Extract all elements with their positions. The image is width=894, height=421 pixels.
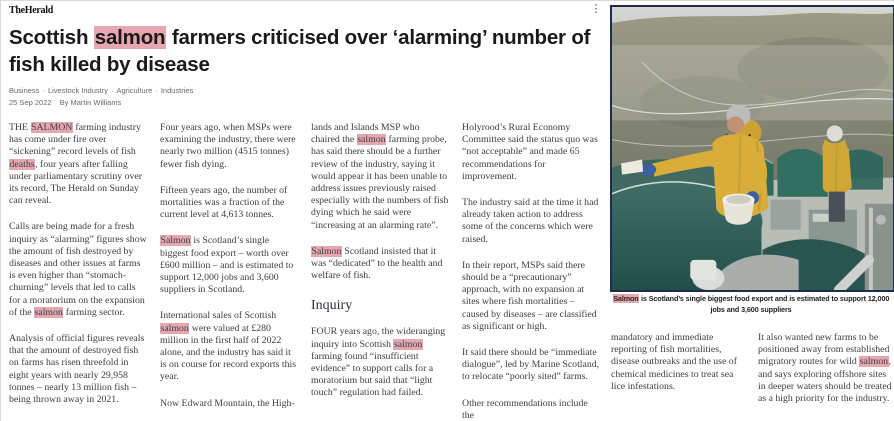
article-paragraph: [160, 310, 298, 383]
article-paragraph: [9, 333, 147, 406]
search-term-highlight: deaths: [9, 158, 35, 170]
text-segment: Holyrood’s Rural Economy Committee said the status quo was “not acceptable” and made 65 recommendations for improvement.: [462, 122, 598, 182]
text-segment: lands and Islands MSP who chaired the: [311, 122, 420, 146]
text-segment: It also wanted new farms to be positioned away from established migratory routes for wild: [758, 332, 890, 368]
text-segment: Inquiry: [311, 298, 353, 314]
breadcrumb-item[interactable]: Business: [9, 86, 40, 95]
article-body-columns: [9, 122, 601, 421]
text-segment: Scottish: [9, 26, 94, 49]
article-paragraph: [462, 197, 600, 246]
fish-box: [771, 200, 801, 230]
text-segment: is Scotland’s single biggest food export and is estimated to support 12,000 jobs and 3,600 suppliers: [639, 294, 890, 314]
search-term-highlight: Salmon: [160, 235, 191, 247]
text-segment: FOUR years ago, the wideranging inquiry into Scottish: [311, 326, 446, 350]
article-paragraph: [9, 221, 147, 319]
article-paragraph: [462, 122, 600, 183]
body-column-3: [311, 122, 449, 421]
article-paragraph: [311, 326, 449, 399]
text-segment: Four years ago, when MSPs were examining the industry, there were nearly two million (4515 tonnes) fewer fish dying.: [160, 122, 296, 170]
article-paragraph: [311, 122, 449, 232]
search-term-highlight: salmon: [393, 338, 423, 350]
article-paragraph: [160, 235, 298, 296]
article-headline: [9, 25, 605, 78]
search-term-highlight: salmon: [357, 134, 386, 146]
text-segment: Analysis of official figures reveals that the amount of destroyed fish on farms has risen threefold in eight years with nearly 29,958 tonnes – nearly 13 million fish – being thrown away in 2021.: [9, 333, 145, 406]
search-term-highlight: salmon: [859, 356, 889, 368]
breadcrumb-separator: ·: [110, 86, 114, 95]
text-segment: Now Edward Mountain, the High-: [160, 397, 295, 409]
text-segment: farmers criticised over ‘alarming’ number of fish killed by disease: [9, 26, 591, 76]
article-paragraph: [462, 347, 600, 384]
text-segment: farming sector.: [63, 306, 125, 318]
text-segment: farming found “insufficient evidence” to support calls for a moratorium but said that “light touch” regulation had failed.: [311, 350, 434, 399]
author-byline: By Martin Williams: [59, 98, 122, 107]
search-term-highlight: salmon: [160, 322, 189, 334]
article-paragraph: [611, 332, 748, 393]
kebab-menu-icon[interactable]: ⋮: [590, 3, 602, 15]
article-bottom-columns: [611, 332, 894, 419]
text-segment: were valued at £280 million in the first half of 2022 alone, and the industry has said it is on course for record exports this year.: [160, 322, 297, 383]
article-paragraph: [9, 122, 147, 207]
breadcrumb-item[interactable]: Industries: [160, 86, 194, 95]
search-term-highlight: Salmon: [613, 294, 639, 303]
article-paragraph: [160, 122, 298, 171]
byline-row: [9, 98, 121, 107]
farm-photo: [610, 5, 894, 292]
article-paragraph: [311, 246, 449, 283]
text-segment: International sales of Scottish: [160, 310, 277, 322]
text-segment: Scotland insisted that it was “dedicated” to the health and welfare of fish.: [311, 245, 443, 282]
text-segment: is Scotland’s single biggest food export – worth over £600 million – and is estimated to support 12,000 jobs and 3,600 suppliers in Scotland.: [160, 235, 294, 296]
breadcrumb-item[interactable]: Agriculture: [116, 86, 153, 95]
article-paragraph: [160, 185, 298, 222]
mist: [612, 45, 893, 120]
section-subheading: [311, 297, 449, 314]
breadcrumb: [9, 86, 193, 95]
body-column-1: [9, 122, 147, 421]
publish-date: 25 Sep 2022: [9, 98, 52, 107]
body-column-4: [462, 122, 600, 421]
text-segment: It said there should be “immediate dialogue”, led by Marine Scotland, to relocate “poorly sited” farms.: [462, 347, 600, 383]
text-segment: Fifteen years ago, the number of mortalities was a fraction of the current level at 4,613 tonnes.: [160, 184, 288, 221]
search-term-highlight: SALMON: [31, 122, 73, 133]
article-paragraph: [758, 332, 894, 405]
breadcrumb-separator: ·: [42, 86, 45, 95]
article-paragraph: [462, 398, 600, 421]
farm-photo-illustration: [612, 7, 893, 290]
text-segment: THE: [9, 122, 31, 133]
text-segment: farming probe, has said there should be a further review of the industry, saying it would appear it has been unable to address issues previously raised especially with the numbers of fish dying which he said were “increasing at an alarming rate”.: [311, 134, 449, 231]
body-column-6: [758, 332, 894, 419]
article-paragraph: [160, 398, 298, 410]
search-term-highlight: Salmon: [311, 245, 342, 257]
search-term-highlight: salmon: [34, 306, 63, 318]
text-segment: farming industry has come under fire over “sickening” record levels of fish: [9, 122, 141, 158]
body-column-5: [611, 332, 748, 419]
photo-caption: [607, 294, 894, 315]
herald-masthead-logo[interactable]: TheHerald: [9, 5, 53, 16]
body-column-2: [160, 122, 298, 421]
breadcrumb-item[interactable]: Livestock Industry: [47, 86, 108, 95]
text-segment: The industry said at the time it had already taken action to address some of the concerns which were raised.: [462, 197, 599, 245]
text-segment: Other recommendations include the: [462, 397, 588, 421]
pen-cover: [778, 149, 828, 197]
article-paragraph: [462, 260, 600, 333]
text-segment: , and says exploring offshore sites in deeper waters should be treated as a high priority for the industry.: [758, 356, 892, 405]
text-segment: , four years after falling under parliamentary scrutiny over its record, The Herald on Sunday can reveal.: [9, 158, 143, 207]
text-segment: Calls are being made for a fresh inquiry as “alarming” figures show the amount of fish destroyed by diseases and other issues at farms is even higher than “stomach-churning” levels that led to calls for a moratorium on the expansion of the: [9, 221, 147, 318]
text-segment: In their report, MSPs said there should be a “precautionary” approach, with no expansion at sites where fish mortalities – caused by diseases – are classified as significant or high.: [462, 259, 597, 332]
search-term-highlight: salmon: [94, 26, 166, 49]
text-segment: mandatory and immediate reporting of fish mortalities, disease outbreaks and the use of chemical medicines to treat sea lice infestations.: [611, 332, 737, 392]
breadcrumb-separator: ·: [155, 86, 158, 95]
